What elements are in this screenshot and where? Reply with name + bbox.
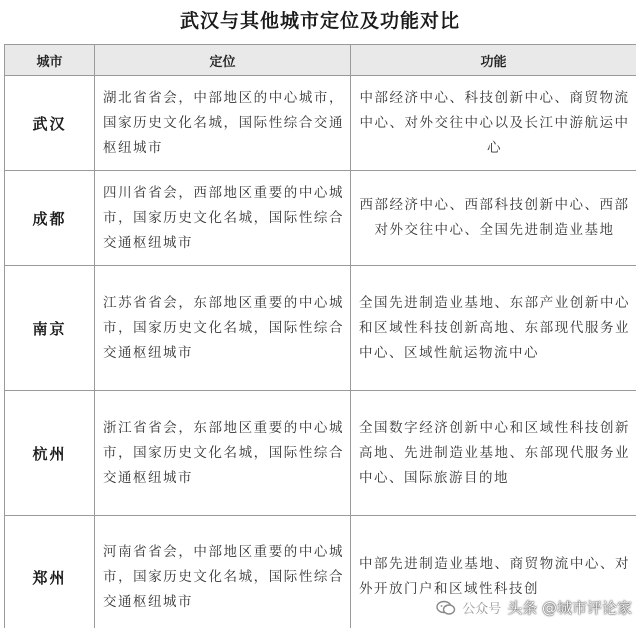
table-row xyxy=(5,266,637,391)
comparison-table xyxy=(4,44,636,628)
comparison-table-container xyxy=(4,44,636,628)
function-cell: 中部先进制造业基地、商贸物流中心、对外开放门户和区域性科技创 xyxy=(351,516,637,628)
table-row xyxy=(5,171,637,266)
city-cell: 杭州 xyxy=(5,391,95,516)
city-cell: 武汉 xyxy=(5,76,95,171)
positioning-cell: 四川省省会，西部地区重要的中心城市，国家历史文化名城，国际性综合交通枢纽城市 xyxy=(95,171,351,266)
watermark-text: 头条 @城市评论家 xyxy=(507,599,632,617)
table-row xyxy=(5,391,637,516)
header-positioning: 定位 xyxy=(95,45,351,76)
function-cell: 中部经济中心、科技创新中心、商贸物流中心、对外交往中心以及长江中游航运中心 xyxy=(351,76,637,171)
header-city: 城市 xyxy=(5,45,95,76)
positioning-cell: 江苏省省会，东部地区重要的中心城市，国家历史文化名城，国际性综合交通枢纽城市 xyxy=(95,266,351,391)
table-header-row xyxy=(5,45,637,76)
positioning-cell: 湖北省省会，中部地区的中心城市，国家历史文化名城，国际性综合交通枢纽城市 xyxy=(95,76,351,171)
wechat-icon xyxy=(436,600,456,616)
city-cell: 郑州 xyxy=(5,516,95,628)
page-title: 武汉与其他城市定位及功能对比 xyxy=(179,10,460,32)
table-row xyxy=(5,76,637,171)
city-cell: 南京 xyxy=(5,266,95,391)
watermark xyxy=(436,597,632,618)
city-cell: 成都 xyxy=(5,171,95,266)
function-cell: 西部经济中心、西部科技创新中心、西部对外交往中心、全国先进制造业基地 xyxy=(351,171,637,266)
positioning-cell: 浙江省省会，东部地区重要的中心城市，国家历史文化名城，国际性综合交通枢纽城市 xyxy=(95,391,351,516)
function-cell: 全国先进制造业基地、东部产业创新中心和区域性科技创新高地、东部现代服务业中心、区域性航运物流中心 xyxy=(351,266,637,391)
function-cell: 全国数字经济创新中心和区域性科技创新高地、先进制造业基地、东部现代服务业中心、国际旅游目的地 xyxy=(351,391,637,516)
header-function: 功能 xyxy=(351,45,637,76)
watermark-faint-text: 公众号 xyxy=(462,602,502,617)
positioning-cell: 河南省省会，中部地区重要的中心城市，国家历史文化名城，国际性综合交通枢纽城市 xyxy=(95,516,351,628)
